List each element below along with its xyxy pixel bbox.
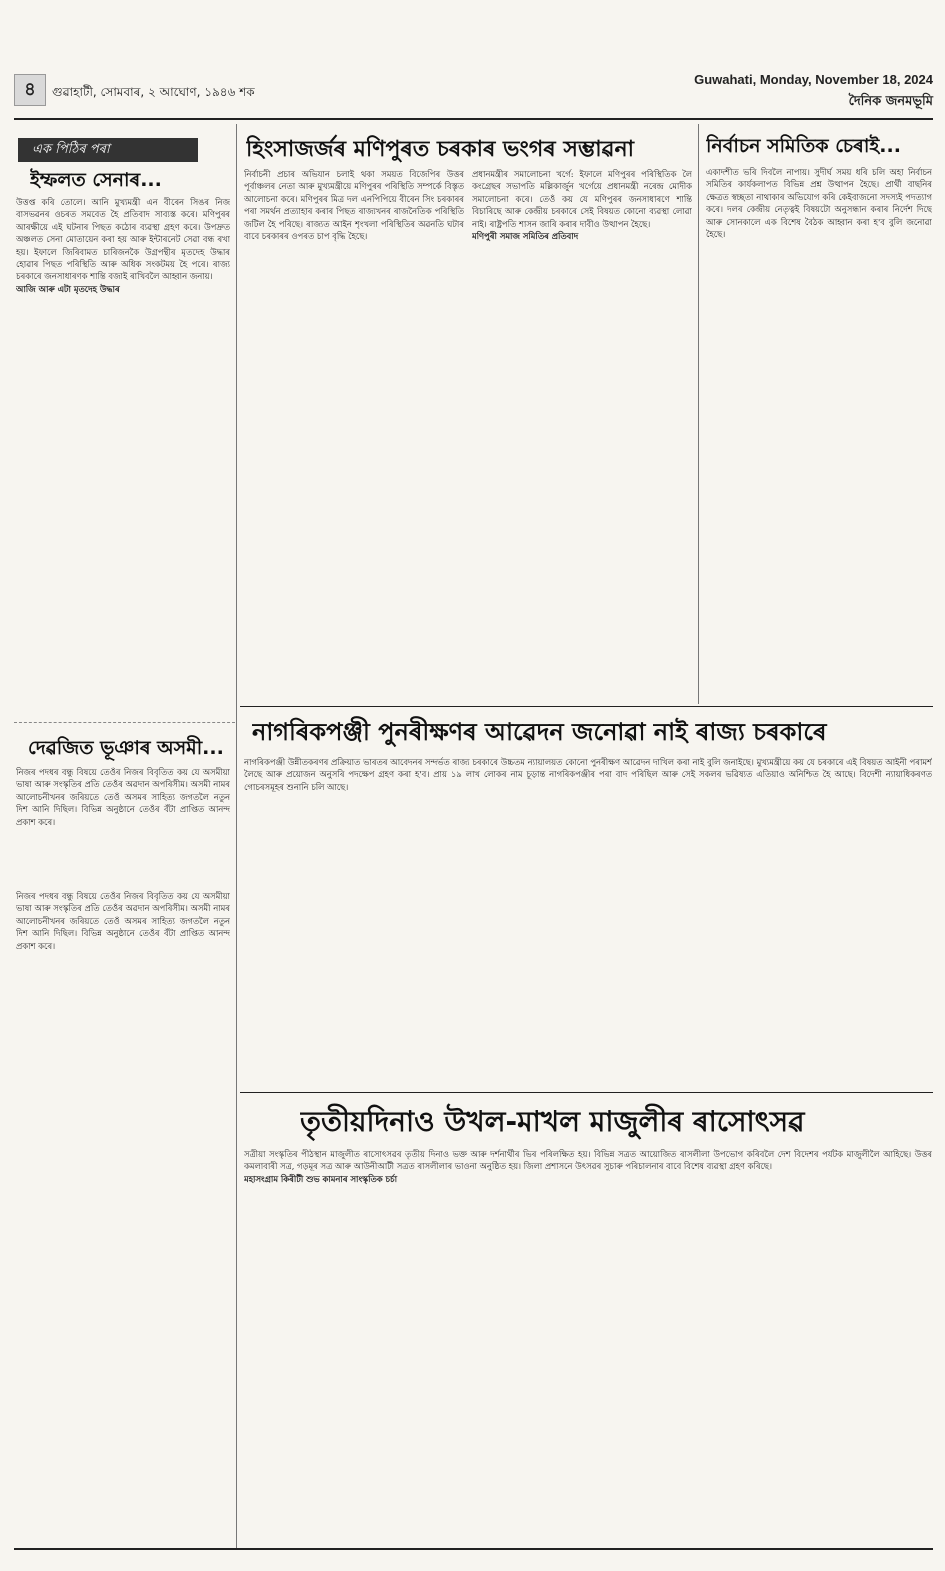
debajit-headline: দেৱজিত ভূঞাৰ অসমী... (28, 737, 224, 759)
page-header (14, 70, 933, 118)
majuli-body (244, 1148, 932, 1544)
date-english: Guwahati, Monday, November 18, 2024 (694, 72, 933, 87)
lower-rule (240, 1092, 933, 1093)
header-rule (14, 118, 933, 120)
manipur-body-right (472, 168, 692, 698)
manipur-body-right-text: প্ৰধানমন্ত্ৰীৰ সমালোচনা খৰ্গে: ইফালে মণিপুৰৰ পৰিস্থিতিক লৈ কংগ্ৰেছৰ সভাপতি মল্লিকাৰ্জুন খৰ্গেয়ে প্ৰধানমন্ত্ৰী নৰেন্দ্ৰ মোদীক সমালোচনা কৰে। তেওঁ কয় যে মণিপুৰৰ জনসাধাৰণে শান্তি বিচাৰিছে আৰু কেন্দ্ৰীয় চৰকাৰে সেই বিষয়ত কোনো ব্যৱস্থা লোৱা নাই। ৰাষ্ট্ৰপতি শাসন জাৰি কৰাৰ দাবীও উত্থাপন হৈছে। (472, 169, 692, 229)
manipur-body-left: নিৰ্বাচনী প্ৰচাৰ অভিযান চলাই থকা সময়ত বিজেপিৰ উত্তৰ পূৰ্বাঞ্চলৰ নেতা আৰু মুখ্যমন্ত্ৰীয়ে মণিপুৰৰ পৰিস্থিতি সম্পৰ্কে বিস্তৃত আলোচনা কৰে। মণিপুৰৰ মিত্ৰ দল এনপিপিয়ে বীৰেন সিং চৰকাৰৰ পৰা সমৰ্থন প্ৰত্যাহাৰ কৰাৰ পিছত ৰাজ্যখনৰ ৰাজনৈতিক পৰিস্থিতি জটিল হৈ পৰিছে। ৰাজ্যত আইন শৃংখলা পৰিস্থিতিৰ অৱনতি ঘটাৰ বাবে চৰকাৰৰ ওপৰত চাপ বৃদ্ধি হৈছে। (244, 169, 464, 242)
column-rule-left (236, 124, 237, 884)
manipur-headline: হিংসাজৰ্জৰ মণিপুৰত চৰকাৰ ভংগৰ সম্ভাৱনা (246, 137, 635, 162)
imphal-body-text: উত্তপ্ত কৰি তোলে। আনি মুখ্যমন্ত্ৰী এন বীৰেন সিঙৰ নিজ বাসভৱনৰ ওচৰত সমবেত হৈ প্ৰতিবাদ সাব্যস্ত কৰে। মণিপুৰৰ আৰক্ষীয়ে এই ঘটনাৰ পিছত কঠোৰ ব্যৱস্থা গ্ৰহণ কৰে। উপদ্ৰুত অঞ্চলত সেনা মোতায়েন কৰা হয় আৰু ইন্টাৰনেট সেৱা বন্ধ ৰখা হয়। ইফালে জিৰিবামত চাৰিজনকৈ উগ্ৰপন্থীৰ মৃতদেহ উদ্ধাৰ হোৱাৰ পিছত পৰিস্থিতি আৰু অধিক সংকটময় হৈ পৰে। ৰাজ্য চৰকাৰে জনসাধাৰণক শান্তি বজাই ৰাখিবলৈ আহ্বান জনায়। (16, 197, 230, 282)
left-divider (14, 722, 235, 723)
debajit-body-continued: নিজৰ পদধৰ বন্ধু বিষয়ে তেওঁৰ নিজৰ বিবৃতিত কয় যে অসমীয়া ভাষা আৰু সংস্কৃতিৰ প্ৰতি তেওঁৰ অৱদান অপৰিসীম। অসমী নামৰ আলোচনীখনৰ জৰিয়তে তেওঁ অসমৰ সাহিত্য জগতলৈ নতুন দিশ আনি দিছিল। বিভিন্ন অনুষ্ঠানে তেওঁৰ বঁটা প্ৰাপ্তিত আনন্দ প্ৰকাশ কৰে। (16, 891, 230, 951)
majuli-body-text: সত্ৰীয়া সংস্কৃতিৰ পীঠস্থান মাজুলীত ৰাসোৎসৱৰ তৃতীয় দিনাও ভক্ত আৰু দৰ্শনাৰ্থীৰ ভিৰ পৰিলক্ষিত হয়। বিভিন্ন সত্ৰত আয়োজিত ৰাসলীলা উপভোগ কৰিবলৈ দেশ বিদেশৰ পৰ্যটক মাজুলীলৈ আহিছে। উত্তৰ কমলাবাৰী সত্ৰ, গড়মূৰ সত্ৰ আৰু আউনীআটী সত্ৰত ৰাসলীলাৰ ভাওনা অনুষ্ঠিত হয়। জিলা প্ৰশাসনে উৎসৱৰ সুচাৰু পৰিচালনাৰ বাবে বিশেষ ব্যৱস্থা গ্ৰহণ কৰিছে। (244, 1149, 932, 1172)
election-body: একাদশীত ভৰি দিবলৈ নাপায়। সুদীৰ্ঘ সময় ধৰি চলি অহা নিৰ্বাচন সমিতিৰ কাৰ্যকলাপত বিভিন্ন প্ৰশ্ন উত্থাপন হৈছে। প্ৰাৰ্থী বাছনিৰ ক্ষেত্ৰত স্বচ্ছতা নাথাকাৰ অভিযোগ কৰি কেইবাজনো সদস্যই পদত্যাগ কৰে। দলৰ কেন্দ্ৰীয় নেতৃত্বই বিষয়টো অনুসন্ধান কৰাৰ নিৰ্দেশ দিছে আৰু সোনকালে এক বিশেষ বৈঠক আহ্বান কৰা হ'ব বুলি জনোৱা হৈছে। (706, 167, 932, 240)
majuli-subhead: মহাসংগ্ৰাম কিৰীটী শুভ কামনাৰ সাংস্কৃতিক চৰ্চা (244, 1173, 398, 1184)
nrc-headline: নাগৰিকপঞ্জী পুনৰীক্ষণৰ আৱেদন জনোৱা নাই ৰাজ্য চৰকাৰে (252, 718, 827, 746)
paper-name: দৈনিক জনমভূমি (848, 94, 933, 109)
nrc-body: নাগৰিকপঞ্জী উন্নীতকৰণৰ প্ৰক্ৰিয়াত ভাৰতৰ আবেদনৰ সন্দৰ্ভত ৰাজ্য চৰকাৰে উচ্চতম ন্যায়ালয়ত কোনো পুনৰীক্ষণ আৱেদন দাখিল কৰা নাই বুলি জনাইছে। মুখ্যমন্ত্ৰীয়ে কয় যে চৰকাৰে এই বিষয়ত আইনী পৰামৰ্শ লৈছে আৰু প্ৰয়োজন অনুসৰি পদক্ষেপ গ্ৰহণ কৰা হ'ব। প্ৰায় ১৯ লাখ লোকৰ নাম চূড়ান্ত নাগৰিকপঞ্জীৰ পৰা বাদ পৰিছিল আৰু সেই সকলৰ ভৱিষ্যত এতিয়াও অনিশ্চিত হৈ আছে। বিদেশী ন্যায়াধিকৰণত গোচৰসমূহৰ শুনানি চলি আছে। (244, 757, 932, 792)
page-footer-rule (14, 1548, 933, 1550)
mid-rule (240, 706, 933, 707)
page-number: ৪ (14, 74, 46, 106)
debajit-body: নিজৰ পদধৰ বন্ধু বিষয়ে তেওঁৰ নিজৰ বিবৃতিত কয় যে অসমীয়া ভাষা আৰু সংস্কৃতিৰ প্ৰতি তেওঁৰ অৱদান অপৰিসীম। অসমী নামৰ আলোচনীখনৰ জৰিয়তে তেওঁ অসমৰ সাহিত্য জগতলৈ নতুন দিশ আনি দিছিল। বিভিন্ন অনুষ্ঠানে তেওঁৰ বঁটা প্ৰাপ্তিত আনন্দ প্ৰকাশ কৰে। (16, 767, 230, 827)
imphal-body (16, 196, 230, 716)
date-assamese: গুৱাহাটী, সোমবাৰ, ২ আঘোণ, ১৯৪৬ শক (52, 85, 255, 99)
column-rule-lower (236, 884, 237, 1548)
imphal-subhead: আজি আৰু এটা মৃতদেহ উদ্ধাৰ (16, 283, 120, 294)
section-tag: এক পিঠিৰ পৰা (18, 138, 198, 162)
manipur-subhead: মণিপুৰী সমাজ সমিতিৰ প্ৰতিবাদ (472, 231, 579, 242)
imphal-headline: ইম্ফলত সেনাৰ... (30, 169, 162, 191)
column-rule-right (698, 124, 699, 704)
election-headline: নিৰ্বাচন সমিতিক চেৰাই... (706, 135, 901, 157)
majuli-headline: তৃতীয়দিনাও উখল-মাখল মাজুলীৰ ৰাসোৎসৱ (300, 1105, 805, 1138)
